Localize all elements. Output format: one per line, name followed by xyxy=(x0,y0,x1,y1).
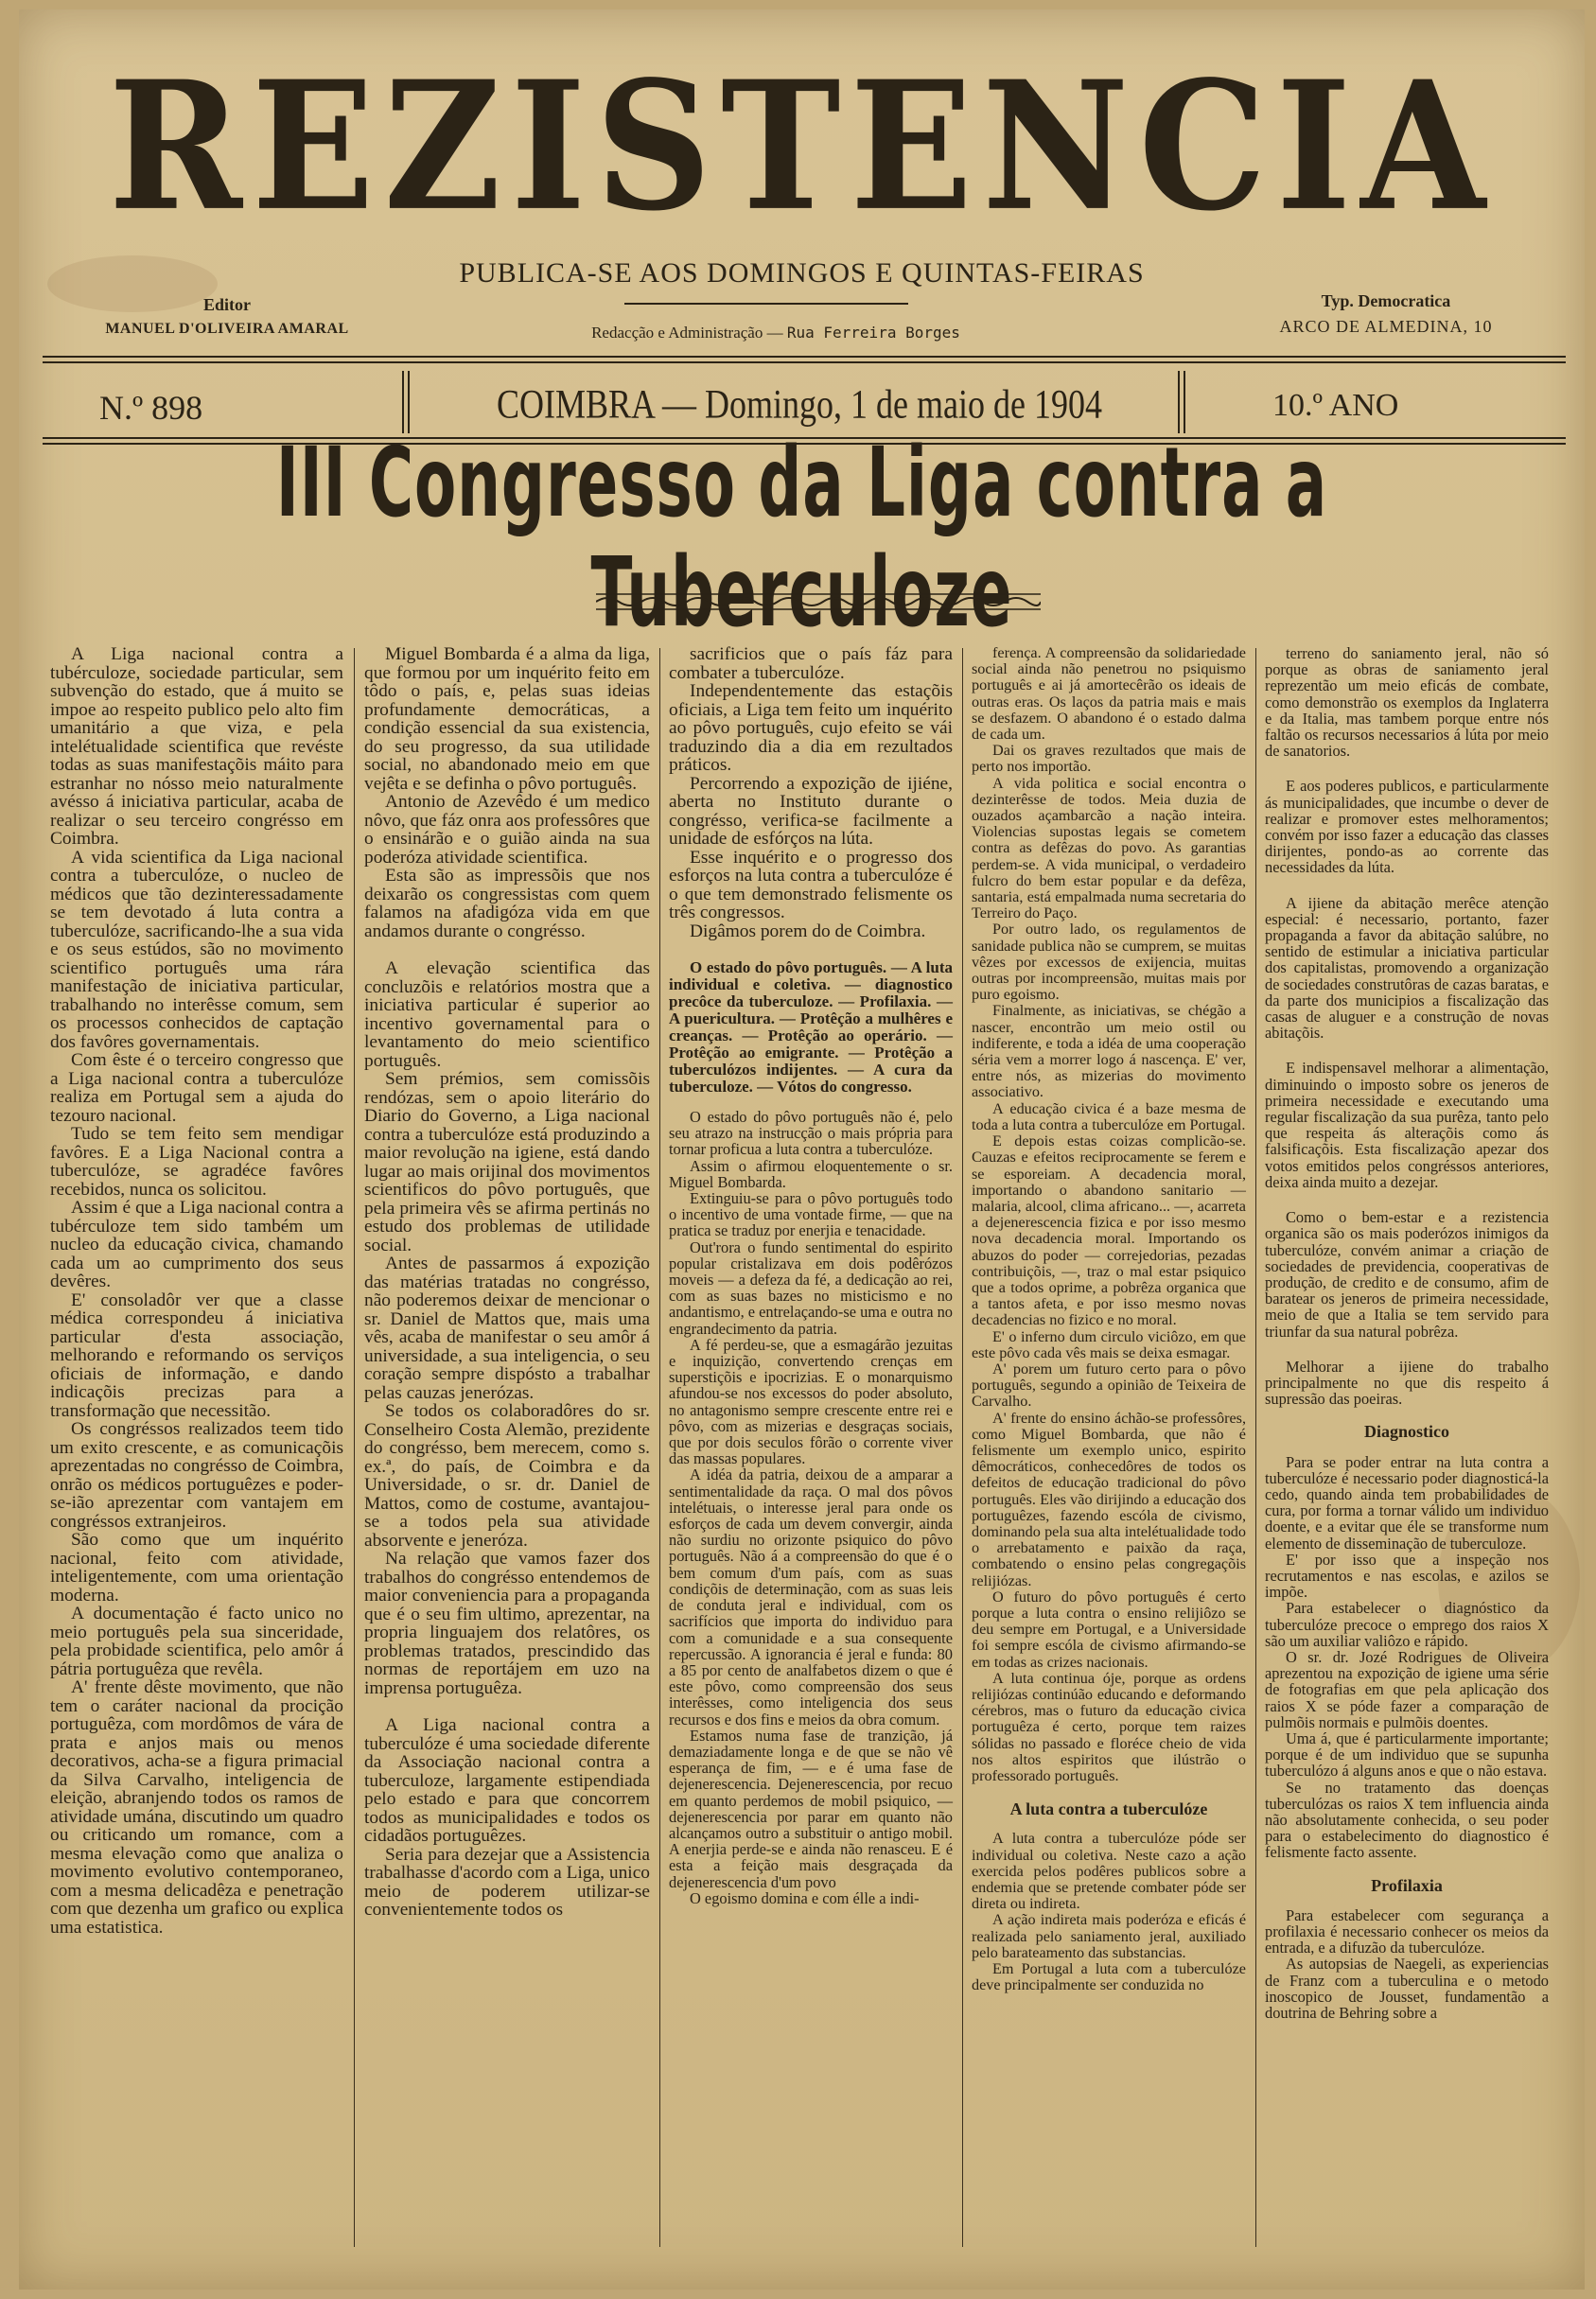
paragraph: A luta contra a tuberculóze póde ser individual ou coletiva. Neste cazo a ação exercida pelos podêres publicos sobre a endemia que se pretende combater póde ser direta ou indireta. xyxy=(972,1830,1246,1913)
section-heading: Diagnostico xyxy=(1364,1422,1449,1442)
paragraph: Antonio de Azevêdo é um medico nôvo, que fáz onra aos professôres que o ensinárão e o guião ainda na sua poderóza atividade scientifica. xyxy=(364,792,650,868)
header-rule-top-2 xyxy=(43,361,1566,363)
paragraph: A Liga nacional contra a tubérculoze, sociedade particular, sem subvenção do estado, que á muito se impoe ao respeito publico pelo alto fim umanitário a que viza, e pela intelétualidade scientifica que revéste todas as suas manifestaçõis máito para estranhar no nósso meio naturalmente avésso á iniciativa particular, acaba de realizar o seu terceiro congrésso em Coimbra. xyxy=(50,644,343,849)
paragraph: A educação civica é a baze mesma de toda a luta contra a tuberculóze em Portugal. xyxy=(972,1099,1246,1133)
paragraph: O estado do pôvo português não é, pelo seu atrazo na instrucção o mais própria para tornar proficua a luta contra a tuberculóze. xyxy=(669,1108,953,1159)
paragraph: Em Portugal a luta com a tuberculóze deve principalmente ser conduzida no xyxy=(972,1960,1246,1994)
column-3 xyxy=(669,645,953,1906)
paragraph: Se no tratamento das doenças tuberculózas os raios X tem influencia ainda não absolutamente conhecida, o seu poder para o estabelecimento do diagnostico é felismente facto assente. xyxy=(1265,1778,1549,1862)
column-1 xyxy=(50,645,343,1937)
column-2 xyxy=(364,645,650,1920)
paragraph: Digâmos porem do de Coimbra. xyxy=(690,921,926,941)
paragraph: Assim é que a Liga nacional contra a tubérculoze tem sido também um nucleo da educação civica, chamando cada um ao cumprimento dos seus devêres. xyxy=(50,1198,343,1291)
paragraph: Independentemente das estaçõis oficiais, a Liga tem feito um inquérito ao pôvo português, cujo efeito se vái traduzindo dia a dia em rezultados práticos. xyxy=(669,681,953,775)
section-summary: O estado do pôvo português. — A luta individual e coletiva. — diagnostico precôce da tuberculoze. — Profilaxia. — A puericultura. — Protêção a mulhêres e creanças. — Protêção ao operário. — Protêção ao emigrante. — Protêção a tuberculózos indijentes. — A cura da tuberculoze. — Vótos do congresso. xyxy=(669,958,953,1096)
paragraph: O futuro do pôvo português é certo porque a luta contra o ensino relijiôzo se deu sempre em Portugal, e a Universidade foi sempre escóla de civismo afirmando-se em todas as crizes nacionais. xyxy=(972,1588,1246,1671)
paragraph: Dai os graves rezultados que mais de perto nos importão. xyxy=(972,742,1246,776)
paragraph: Tudo se tem feito sem mendigar favôres. E a Liga Nacional contra a tuberculóze, se agradéce favôres recebidos, nunca os solicitou. xyxy=(50,1124,343,1200)
paragraph: Para estabelecer o diagnóstico da tuberculóze precoce o emprego dos raios X são um auxiliar valiôzo e rápido. xyxy=(1265,1599,1549,1650)
paragraph: Como o bem-estar e a rezistencia organica são os mais poderózos inimigos da tuberculóze, convém animar a criação de sociedades de previdencia, cooperativas de produção, de credito e de consumo, afim de baratear os jeneros de primeira necessidade, meio de que a Italia se tem servido para triunfar da sua natural pobrêza. xyxy=(1265,1208,1549,1341)
newspaper-page xyxy=(19,9,1585,2290)
paragraph: O sr. dr. Jozé Rodrigues de Oliveira aprezentou na expozição de igiene uma série de fotografias em que pela aplicação dos raios X se póde fazer a comparação de pulmõis normais e pulmõis doentes. xyxy=(1265,1647,1549,1731)
column-3-body xyxy=(669,1109,953,1906)
headline: III Congresso da Liga contra a Tuberculoze xyxy=(275,426,1328,649)
paragraph: Na relação que vamos fazer dos trabalhos do congrésso entendemos de maior conveniencia para a propaganda que é o seu fim ultimo, aprezentar, na propria linguajem dos relatôres, os problemas tratados, prescindido das normas de reportájem em uzo na imprensa portuguêza. xyxy=(364,1549,650,1698)
paragraph: Os congréssos realizados teem tido um exito crescente, e as comunicaçõis aprezentadas no congrésso de Coimbra, onrão os médicos portuguêzes e poder-se-ião aprezentar com vantajem em congréssos extranjeiros. xyxy=(50,1419,343,1532)
paragraph: E depois estas coizas complicão-se. Cauzas e efeitos reciprocamente se ferem e se esporeiam. A decadencia moral, importando o abandono sanitario — malaria, alcool, clima africano... —, acarreta a dejenerescencia fizica e por isso mesmo nova decadencia moral. Importando os abuzos do poder — correjedorias, pezadas contribuiçõis, —, traz o mal estar psiquico que a todos oprime, a pobrêza organica que a tantos afeta, e por isso mesmo novas decadencias no fizico e no moral. xyxy=(972,1132,1246,1329)
paragraph: Seria para dezejar que a Assistencia trabalhasse d'acordo com a Liga, unico meio de poderem utilizar-se convenientemente todos os xyxy=(364,1844,650,1920)
issue-place-date: COIMBRA — Domingo, 1 de maio de 1904 xyxy=(497,381,1102,427)
paragraph: Por outro lado, os regulamentos de sanidade publica não se cumprem, se muitas vêzes por excessos de exijencia, muitas outras por incompreensão, muitas mais por puro egoismo. xyxy=(972,921,1246,1004)
section-heading: A luta contra a tuberculóze xyxy=(1009,1799,1208,1819)
editor-block xyxy=(85,295,369,338)
paragraph: A' porem um futuro certo para o pôvo português, segundo a opinião de Teixeira de Carvalho. xyxy=(972,1360,1246,1411)
masthead-tagline: PUBLICA-SE AOS DOMINGOS E QUINTAS-FEIRAS xyxy=(459,257,1145,289)
paragraph: Estamos numa fase de tranzição, já demaziadamente longa e de que se não vê esperança de fim, — e é uma fase de dejenerescencia. Dejenerescencia, por recuo em quanto perdemos de mobil psiquico, — dejenerescencia por parar em quanto não alcançamos outro a substituir o antigo mobil. A enerjia perde-se e ainda não renasceu. E é esta a feição mais desgraçada da dejenerescencia d'um povo xyxy=(669,1726,953,1891)
column-rule xyxy=(354,648,355,2247)
paragraph: E' por isso que a inspeção nos recrutamentos e nas escolas, e azilos se impõe. xyxy=(1265,1550,1549,1602)
typography-label: Typ. Democratica xyxy=(1321,291,1451,310)
paragraph: A vida scientifica da Liga nacional contra a tuberculóze, o nucleo de médicos que tão dezinteressadamente se tem devotado á luta contra a tuberculóze, sacrificando-lhe a sua vida e os seus estúdos, são no movimento scientifico português uma rára manifestação de iniciativa particular, trabalhando no interêsse comum, sem os processos conhecidos de captação dos favôres governamentais. xyxy=(50,847,343,1052)
paragraph: Melhorar a ijiene do trabalho principalmente no que dis respeito á supressão das poeiras. xyxy=(1265,1357,1549,1409)
paragraph: A elevação scientifica das concluzõis e relatórios mostra que a iniciativa particular é superior ao incentivo governamental para o levantamento do meio scientifico português. xyxy=(364,958,650,1071)
typography-address: ARCO DE ALMEDINA, 10 xyxy=(1279,317,1493,336)
paragraph: Antes de passarmos á expozição das matérias tratadas no congrésso, não poderemos deixar de mencionar o sr. Daniel de Mattos que, mais uma vês, acaba de manifestar o seu amôr á universidade, a sua inteligencia, o seu coração sempre dispósto a trabalhar pelas cauzas jenerózas. xyxy=(364,1254,650,1403)
column-5 xyxy=(1265,645,1549,2021)
paragraph: Para se poder entrar na luta contra a tuberculóze é necessario poder diagnosticá-la cedo, quando ainda tem probabilidades de cura, por forma a tornar válido um individuo doente, e a evitar que éle se transforme num elemento de disseminação de tuberculoze. xyxy=(1265,1452,1549,1553)
column-4 xyxy=(972,645,1246,1993)
issue-number: N.º 898 xyxy=(99,389,203,427)
dateline-divider xyxy=(1178,371,1185,433)
paragraph: A fé perdeu-se, que a esmagárão jezuitas e inquizição, convertendo crenças em superstiçõis e ipocrizias. E o monarquismo afundou-se nos excessos do poder absoluto, no antagonismo sempre crescente entre rei e pôvo, com as mizerias e desgraças sociais, que por dois seculos fôrão o corrente viver das massas populares. xyxy=(669,1335,953,1468)
paragraph: E' consoladôr ver que a classe médica correspondeu á iniciativa particular d'esta associação, melhorando e reformando os serviços oficiais de informação, e dando indicaçõis precizas para a transformação que necessitão. xyxy=(50,1290,343,1421)
paragraph: terreno do saniamento jeral, não só porque as obras de saniamento jeral reprezentão um meio eficás de combate, como demonstrão os exemplos da Inglaterra e da Italia, mas tambem porque entre nós faltão os recursos necessarios á lúta por meio de sanatorios. xyxy=(1265,644,1549,761)
header-rule-top xyxy=(43,356,1566,358)
typography-block xyxy=(1230,291,1542,337)
ornament-divider-icon xyxy=(596,588,1041,613)
paragraph: E' o inferno dum circulo viciôzo, em que este pôvo cada vês mais se deixa esmagar. xyxy=(972,1327,1246,1361)
paragraph: A Liga nacional contra a tuberculóze é uma sociedade diferente da Associação nacional contra a tuberculoze, largamente estipendiada pelo estado e para que concorrem todos as municipalidades e todos os cidadãos portuguêzes. xyxy=(364,1715,650,1846)
redacao-line xyxy=(530,324,1022,342)
column-rule xyxy=(962,648,963,2247)
paragraph: Out'rora o fundo sentimental do espirito popular cristalizava em dois podêrózos moveis — a defeza da fé, a dedicação ao rei, com as suas bazes no misticismo e no andantismo, e entrelaçando-se uma e outra no engrandecimento da patria. xyxy=(669,1237,953,1338)
paragraph: A ijiene da abitação merêce atenção especial: é necessario, portanto, fazer propaganda a favor da abitação salúbre, no sentido de estimular a iniciativa particular dos capitalistas, promovendo a organização de sociedades construtôras de cazas baratas, e da parte dos municipios a fiscalização das casas de aluguer e a construção de novas abitaçõis. xyxy=(1265,893,1549,1043)
paragraph: São como que um inquérito nacional, feito com atividade, inteligentemente, com uma orientação moderna. xyxy=(50,1530,343,1606)
section-heading: Profilaxia xyxy=(1371,1875,1443,1895)
paragraph: Esta são as impressõis que nos deixarão os congressistas com quem falamos na afadigóza vida em que andamos durante o congrésso. xyxy=(364,866,650,941)
paragraph: Miguel Bombarda é a alma da liga, que formou por um inquérito feito em tôdo o país, e, pelas suas ideias profundamente democráticas, a condição essencial da sua existencia, do seu progresso, da sua utilidade social, no abandonado meio em que vejêta e se definha o pôvo português. xyxy=(364,644,650,794)
paragraph: A luta continua óje, porque as ordens relijiózas continúão educando e deformando cérebros, mas o futuro da educação civica portuguêza é certo, porque tem raizes sólidas no passado e floréce cheio de vida nos altos espiritos que ilústrão o professorado português. xyxy=(972,1669,1246,1785)
paragraph: Uma á, que é particularmente importante; porque é de um individuo que se supunha tuberculózo á alguns anos e que o não estava. xyxy=(1265,1729,1549,1781)
editor-name: MANUEL D'OLIVEIRA AMARAL xyxy=(105,321,349,337)
masthead-title: REZISTENCIA xyxy=(108,43,1496,251)
paragraph: A idéa da patria, deixou de a amparar a sentimentalidade da raça. O mal dos pôvos intelétuais, o interesse jeral para onde os esforços de cada um devem convergir, ainda não surdiu no orizonte psiquico do pôvo português. Não á a compreensão do que é o bem comum d'um país, com as suas condiçõis de determinação, com as suas leis de conduta jeral e individual, com os sacrifícios que importa do individuo para com a comunidade e a sua consequente repercussão. A ignorancia é jeral e funda: 80 a 85 por cento de analfabetos dizem o que é este pôvo, como compreensão dos seus interêsses, como inteligencia dos seus recursos e dos fins e meios da obra comum. xyxy=(669,1465,953,1729)
paragraph: A documentação é facto unico no meio português pela sua sinceridade, pela probidade scientifica, pelo amôr á pátria portuguêza que revêla. xyxy=(50,1604,343,1679)
column-rule xyxy=(1255,648,1256,2247)
paragraph: Esse inquérito e o progresso dos esforços na luta contra a tuberculóze é o que tem demonstrado felismente os três congressos. xyxy=(669,847,953,922)
paragraph: A' frente dêste movimento, que não tem o caráter nacional da procição portuguêza, com mordômos de vára de prata e anjos mais ou menos decorativos, acha-se a figura primacial da Silva Carvalho, inteligencia de eleição, abranjendo todos os ramos de atividade umána, discutindo um quadro ou criticando um romance, com a mesma elevação como que analiza o movimento evolutivo contemporaneo, com a mesma delicadêza e penetração com que dezenha um grafico ou explica uma estatistica. xyxy=(50,1677,343,1938)
paragraph: Sem prémios, sem comissõis rendózas, sem o apoio literário do Diario do Governo, a Liga nacional contra a tuberculóze está produzindo a maior revolução na igiene, está dando lugar ao mais orijinal dos movimentos scientificos do pôvo português, que pela primeira vês se afirma pertinás no estudo dos problemas de utilidade social. xyxy=(364,1069,650,1255)
editor-label: Editor xyxy=(202,295,251,314)
paragraph: Se todos os colaboradôres do sr. Conselheiro Costa Alemão, prezidente do congrésso, bem merecem, como s. ex.ª, do país, de Coimbra e da Universidade, o sr. dr. Daniel de Mattos, como de costume, avantajou-se a todos pela sua atividade absorvente e jeneróza. xyxy=(364,1401,650,1551)
paragraph: E aos poderes publicos, e particularmente ás municipalidades, que incumbe o dever de realizar e promover estes melhoramentos; convém por isso fazer a educação das classes dirijentes, pondo-as ao corrente das necessidades da lúta. xyxy=(1265,777,1549,877)
redacao-street: Rua Ferreira Borges xyxy=(786,324,960,342)
paragraph: Assim o afirmou eloquentemente o sr. Miguel Bombarda. xyxy=(669,1156,953,1191)
tagline-rule xyxy=(624,303,908,305)
dateline-divider xyxy=(402,371,410,433)
paragraph: E indispensavel melhorar a alimentação, diminuindo o imposto sobre os jeneros de primeira necessidade e executando uma regular fiscalização da sua purêza, tanto pelo que respeita ás alteraçõis como ás falsificaçõis. Esta fiscalização apezar dos votos emitidos pelos congréssos anteriores, deixa ainda muito a dezejar. xyxy=(1265,1059,1549,1191)
redacao-label: Redacção e Administração — xyxy=(591,324,783,342)
paragraph: Com êste é o terceiro congresso que a Liga nacional contra a tuberculóze realiza em Portugal sem a ajuda do tezouro nacional. xyxy=(50,1050,343,1126)
paragraph: O egoismo domina e com élle a indi- xyxy=(690,1888,920,1907)
column-rule xyxy=(659,648,660,2247)
paragraph: As autopsias de Naegeli, as experiencias de Franz com a tuberculina e o metodo inoscopico de Jousset, fundamentão a doutrina de Behring sobre a xyxy=(1265,1955,1549,2023)
issue-year: 10.º ANO xyxy=(1272,388,1399,423)
paragraph: sacrificios que o país fáz para combater a tuberculóze. xyxy=(669,644,953,683)
paragraph: ferença. A compreensão da solidariedade social ainda não penetrou no psiquismo português e ai já amortecêrão os ideais de outras eras. Os laços da patria mais e mais se desfazem. O abandono é o estado dalma de cada um. xyxy=(972,644,1246,744)
paragraph: Para estabelecer com segurança a profilaxia é necessario conhecer os meios da entrada, e a difuzão da tuberculóze. xyxy=(1265,1905,1549,1957)
paragraph: A ação indireta mais poderóza e eficás é realizada pelo saniamento jeral, auxiliado pelo barateamento das substancias. xyxy=(972,1911,1246,1961)
paragraph: A vida politica e social encontra o dezinterêsse de todos. Meia duzia de ouzados açambarcão a nação inteira. Violencias supostas legais se cometem contra as defêzas do povo. As garantias perdem-se. A vida municipal, o verdadeiro fulcro do bem estar popular e da defêza, santaria, está empalmada numa secretaria do Terreiro do Paço. xyxy=(972,774,1246,922)
paragraph: Extinguiu-se para o pôvo português todo o incentivo de uma vontade firme, — que na pratica se traduz por enerjia e tenacidade. xyxy=(669,1189,953,1240)
paragraph: Finalmente, as iniciativas, se chégão a nascer, encontrão um meio ostil ou indiferente, e toda a idéa de uma cooperação séria vem a morrer logo á nascença. E' ver, entre nós, as mizerias do movimento associativo. xyxy=(972,1002,1246,1101)
paragraph: Percorrendo a expozição de ijiéne, aberta no Instituto durante o congrésso, verifica-se facilmente a unidade de esfórços na lúta. xyxy=(669,773,953,849)
paragraph: A' frente do ensino áchão-se professôres, como Miguel Bombarda, que não é felismente um exemplo unico, espirito dêmocráticos, conhecedôres de todos os defeitos de educação tradicional do pôvo português. Eles vão dirijindo a educação dos portuguêzes, fazendo escóla de civismo, dominando pela sua alta intelétualidade todo o arrebatamento e paixão da raça, combatendo o ensino pelas congregaçõis relijiózas. xyxy=(972,1409,1246,1589)
